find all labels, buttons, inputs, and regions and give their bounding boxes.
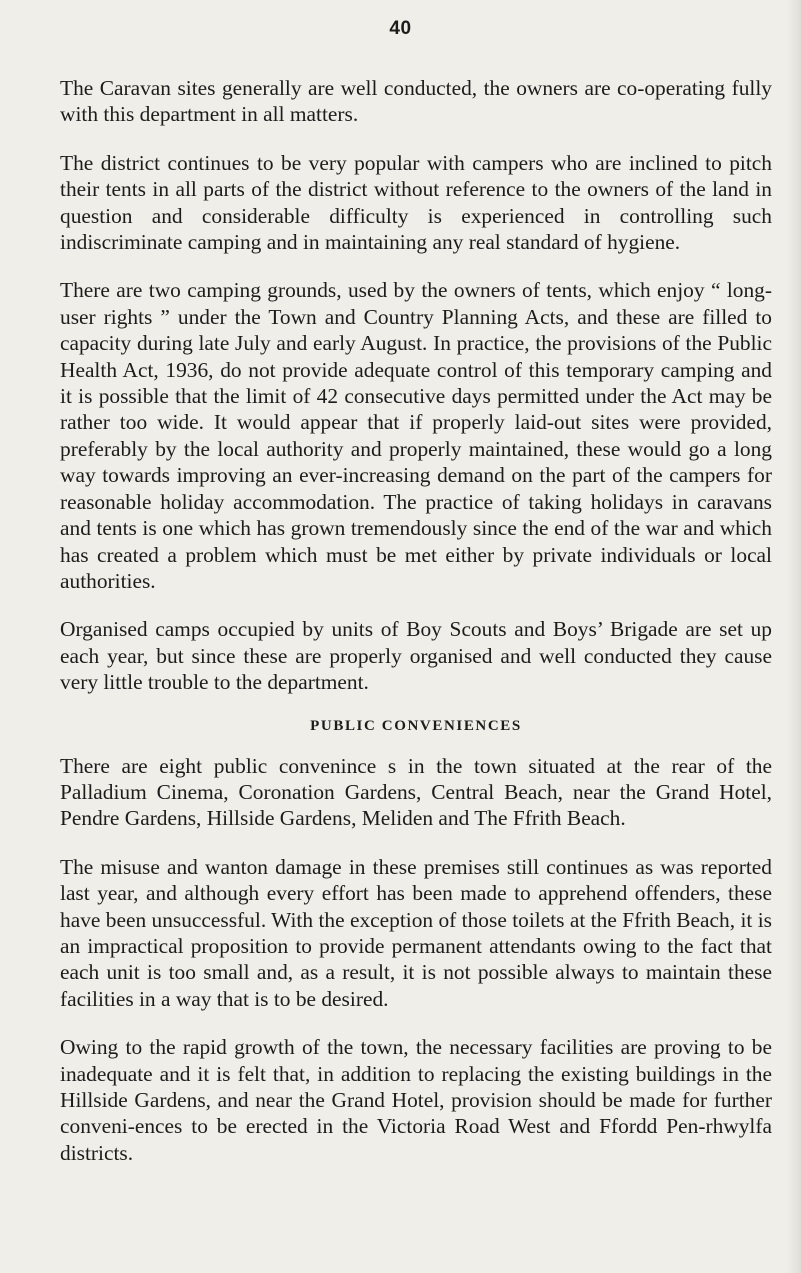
page-number: 40 [389, 18, 412, 39]
paragraph-camping-grounds: There are two camping grounds, used by the owners of tents, which enjoy “ long-user rights ” under the Town and Country Planning Acts, and these are filled to capacity during late July and early August. In practice, the provisions of the Public Health Act, 1936, do not provide adequate control of this temporary camping and it is possible that the limit of 42 consecutive days permitted under the Act may be rather too wide. It would appear that if properly laid-out sites were provided, preferably by the local authority and properly maintained, these would go a long way towards improving an ever-increasing demand on the part of the campers for reasonable holiday accommodation. The practice of taking holidays in caravans and tents is one which has grown tremendously since the end of the war and which has created a problem which must be met either by private individuals or local authorities. [60, 278, 772, 593]
page-edge-shadow [787, 0, 801, 1273]
document-body [60, 75, 772, 1188]
paragraph-caravan-sites: The Caravan sites generally are well conducted, the owners are co-operating fully with this department in all matters. [60, 76, 772, 127]
paragraph-town-growth: Owing to the rapid growth of the town, the necessary facilities are proving to be inadequate and it is felt that, in addition to replacing the existing buildings in the Hillside Gardens, and near the Grand Hotel, provision should be made for further conveni-ences to be erected in the Victoria Road West and Ffordd Pen-rhwylfa districts. [60, 1035, 772, 1165]
paragraph-campers-popularity: The district continues to be very popular with campers who are inclined to pitch their tents in all parts of the district without reference to the owners of the land in question and considerable difficulty is experienced in controlling such indiscriminate camping and in maintaining any real standard of hygiene. [60, 150, 772, 255]
section-heading-public-conveniences: PUBLIC CONVENIENCES [310, 717, 522, 734]
paragraph-misuse-damage: The misuse and wanton damage in these premises still continues as was reported last year, and although every effort has been made to apprehend offenders, these have been unsuccessful. With the exception of those toilets at the Ffrith Beach, it is an impractical proposition to provide permanent attendants owing to the fact that each unit is too small and, as a result, it is not possible always to maintain these facilities in a way that is to be desired. [60, 854, 772, 1011]
paragraph-convenience-locations: There are eight public convenince s in the town situated at the rear of the Palladium Cinema, Coronation Gardens, Central Beach, near the Grand Hotel, Pendre Gardens, Hillside Gardens, Meliden and The Ffrith Beach. [60, 753, 772, 831]
paragraph-organised-camps: Organised camps occupied by units of Boy Scouts and Boys’ Brigade are set up each year, but since these are properly organised and well conducted they cause very little trouble to the department. [60, 617, 772, 695]
